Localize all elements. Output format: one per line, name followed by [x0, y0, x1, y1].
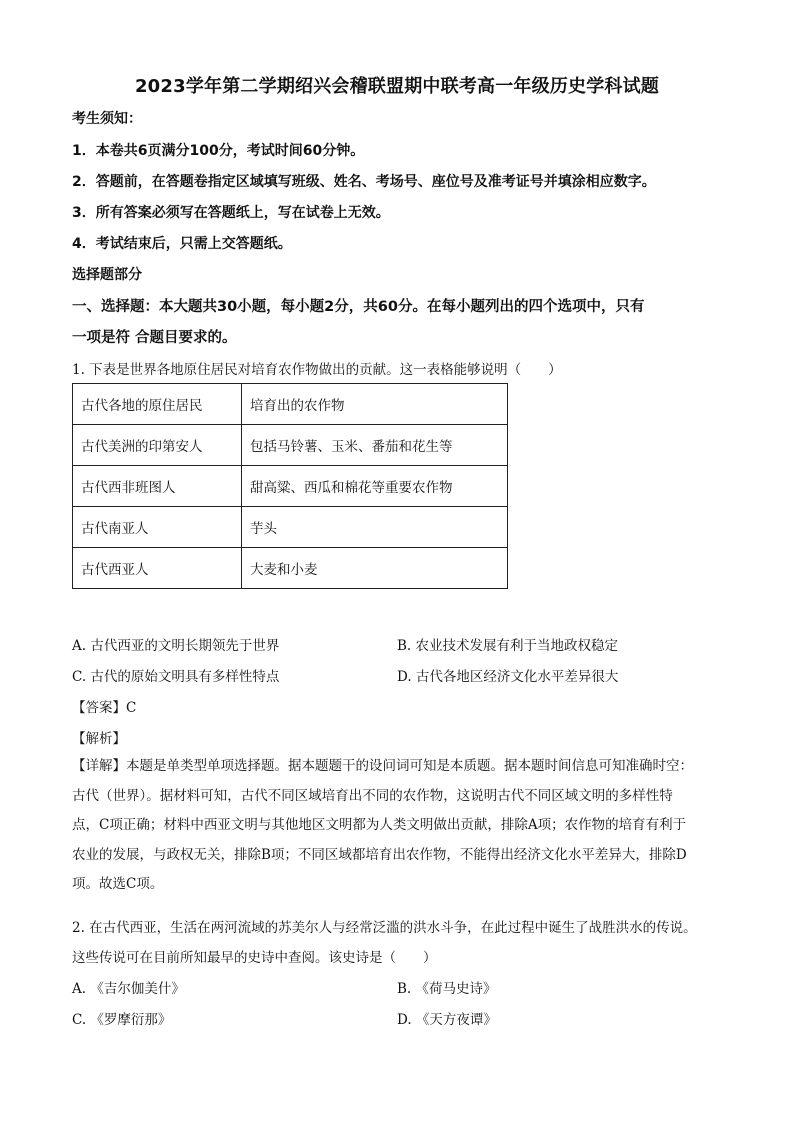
table-cell: 甜高粱、西瓜和棉花等重要农作物: [242, 466, 508, 507]
notice-item-1: 1．本卷共6页满分100分，考试时间60分钟。: [72, 143, 365, 159]
table-header-row: [73, 384, 508, 425]
explanation-line: 农业的发展，与政权无关，排除B项；不同区域都培育出农作物，不能得出经济文化水平差异大，排除D: [72, 846, 687, 863]
question-2-stem-line1: 2. 在古代西亚，生活在两河流域的苏美尔人与经常泛滥的洪水斗争，在此过程中诞生了战胜洪水的传说。: [72, 920, 697, 936]
q1-answer: 【答案】C: [72, 700, 137, 716]
table-row: [73, 425, 508, 466]
table-cell: 芋头: [242, 507, 508, 548]
question-2-stem-line2: 这些传说可在目前所知最早的史诗中查阅。该史诗是（ ）: [72, 950, 437, 966]
table-cell: 大麦和小麦: [242, 548, 508, 589]
table-row: [73, 548, 508, 589]
notice-heading: 考生须知：: [72, 111, 142, 127]
table-cell: 古代南亚人: [73, 507, 242, 548]
table-cell: 古代各地的原住居民: [73, 384, 242, 425]
notice-item-3: 3．所有答案必须写在答题纸上，写在试卷上无效。: [72, 205, 390, 221]
q1-option-a: A. 古代西亚的文明长期领先于世界: [72, 638, 280, 654]
table-cell: 古代西非班图人: [73, 466, 242, 507]
section-header-line1: 一、选择题：本大题共30小题，每小题2分，共60分。在每小题列出的四个选项中，只有: [72, 299, 645, 315]
notice-item-2: 2．答题前，在答题卷指定区域填写班级、姓名、考场号、座位号及准考证号并填涂相应数字。: [72, 174, 656, 190]
crop-contribution-table: [72, 383, 508, 589]
question-1-stem: 1. 下表是世界各地原住居民对培育农作物做出的贡献。这一表格能够说明（ ）: [72, 362, 562, 378]
section-header-line2: 一项是符 合题目要求的。: [72, 330, 237, 346]
explanation-line: 项。故选C项。: [72, 876, 164, 892]
q2-option-a: A. 《吉尔伽美什》: [72, 981, 185, 997]
table-cell: 培育出的农作物: [242, 384, 508, 425]
q1-analysis-label: 【解析】: [72, 731, 126, 747]
table-cell: 古代西亚人: [73, 548, 242, 589]
table-row: [73, 466, 508, 507]
q2-option-d: D. 《天方夜谭》: [397, 1012, 497, 1028]
table-row: [73, 507, 508, 548]
q1-option-b: B. 农业技术发展有利于当地政权稳定: [397, 638, 619, 654]
q1-option-d: D. 古代各地区经济文化水平差异很大: [397, 669, 619, 685]
table-cell: 包括马铃薯、玉米、番茄和花生等: [242, 425, 508, 466]
q1-detail-explanation: [72, 752, 724, 900]
explanation-line: 古代（世界）。据材料可知，古代不同区域培育出不同的农作物，这说明古代不同区域文明的多样性特: [72, 787, 673, 804]
table-cell: 古代美洲的印第安人: [73, 425, 242, 466]
q1-option-c: C. 古代的原始文明具有多样性特点: [72, 669, 280, 685]
notice-item-4: 4．考试结束后，只需上交答题纸。: [72, 236, 292, 252]
q2-option-c: C. 《罗摩衍那》: [72, 1012, 172, 1028]
part-label: 选择题部分: [72, 267, 142, 283]
explanation-line: 点，C项正确；材料中西亚文明与其他地区文明都为人类文明做出贡献，排除A项；农作物的培育有利于: [72, 817, 687, 833]
explanation-line: 【详解】本题是单类型单项选择题。据本题题干的设问词可知是本质题。据本题时间信息可知准确时空：: [72, 758, 693, 774]
page-title: 2023学年第二学期绍兴会稽联盟期中联考高一年级历史学科试题: [134, 76, 660, 97]
q2-option-b: B. 《荷马史诗》: [397, 981, 497, 997]
